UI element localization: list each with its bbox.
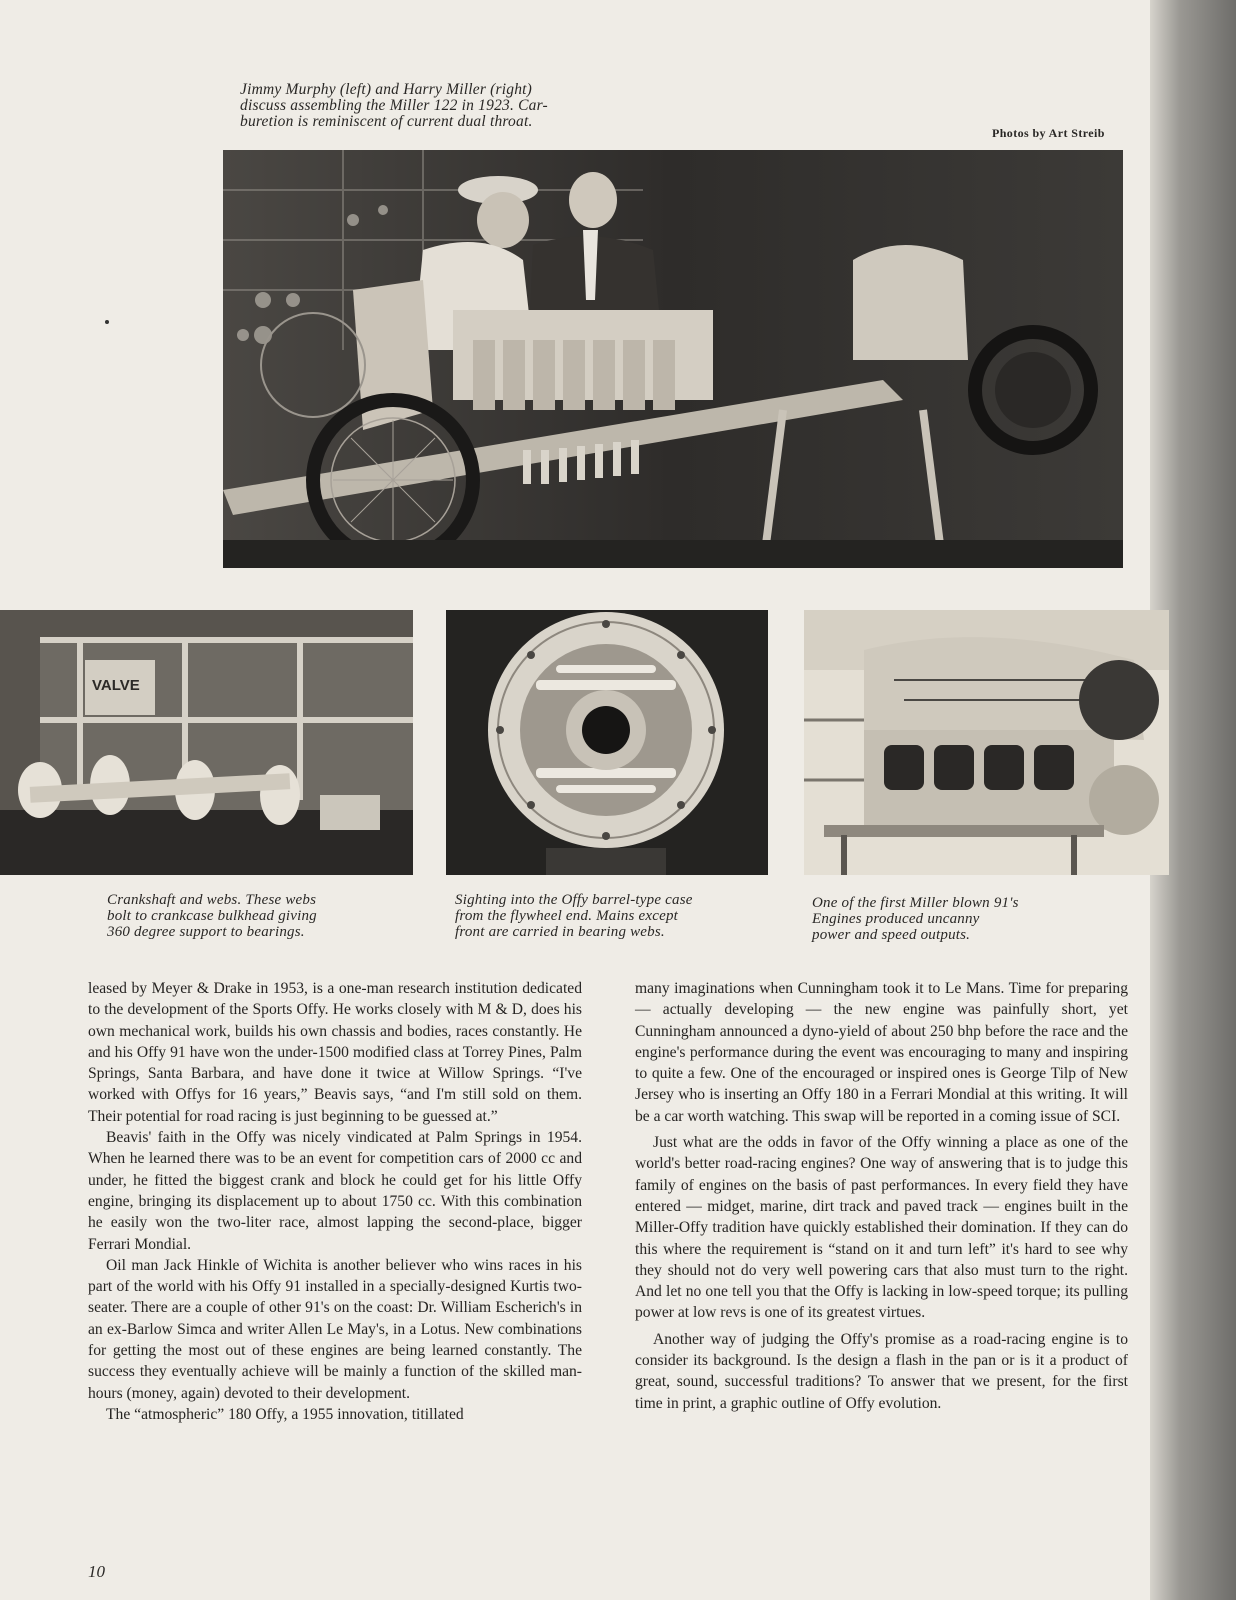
article-paragraph: leased by Meyer & Drake in 1953, is a one-man research institution dedicated to the development of the Sports Offy. He works closely with M & D, does his own mechanical work, builds his own chassis and bodies, races constantly. He and his Offy 91 have won the under-1500 modified class at Torrey Pines, Palm Springs, Santa Barbara, and have done it twice at Willow Springs. “I've worked with Offys for 16 years,” Beavis says, “and I'm still sold on them. Their potential for road racing is just beginning to be guessed at.” — [88, 980, 582, 1125]
article-paragraph: many imaginations when Cunningham took it to Le Mans. Time for preparing — actually developing — the new engine was painfully short, yet Cunningham announced a dyno-yield of about 250 bhp before the race and the engine's performance during the event was encouraging to many and inspiring to quite a few. One of the encouraged or inspired ones is George Tilp of New Jersey who is inserting an Offy 180 in a Ferrari Mondial at this writing. It will be a car worth watching. This swap will be reported in a coming issue of SCI. — [635, 980, 1128, 1125]
photo-miller-blown-91 — [804, 610, 1169, 875]
article-paragraph: The “atmospheric” 180 Offy, a 1955 innovation, titillated — [106, 1405, 464, 1423]
caption-top-photo: Jimmy Murphy (left) and Harry Miller (right) discuss assembling the Miller 122 in 1923. Car- buretion is reminiscent of current dual throat. — [240, 81, 548, 130]
margin-dot — [105, 320, 109, 324]
article-paragraph: Another way of judging the Offy's promise as a road-racing engine is to consider its background. Is the design a flash in the pan or is it a product of great, sound, successful traditions? To answer that we present, for the first time in print, a graphic outline of Offy evolution. — [635, 1330, 1128, 1412]
article-paragraph: Beavis' faith in the Offy was nicely vindicated at Palm Springs in 1954. When he learned there was to be an event for competition cars of 2000 cc and under, he fitted the biggest crank and block he could get for his little Offy engine, bringing its displacement up to about 1750 cc. With this combination he easily won the two-liter race, almost lapping the second-place, bigger Ferrari Mondial. — [88, 1129, 582, 1253]
caption-barrel-case: Sighting into the Offy barrel-type case from the flywheel end. Mains except front are carried in bearing webs. — [455, 892, 693, 940]
article-column-right — [635, 978, 1128, 1414]
article-column-left — [88, 978, 582, 1425]
photo-crankshaft-webs — [0, 610, 413, 875]
bin-label-text: VALVE — [92, 677, 140, 694]
article-paragraph: Oil man Jack Hinkle of Wichita is another believer who wins races in his part of the world with his Offy 91 installed in a specially-designed Kurtis two-seater. There are a couple of other 91's on the coast: Dr. William Escherich's in an ex-Barlow Simca and writer Allen Le May's, in a Lotus. New combinations for getting the most out of these engines are being learned constantly. The success they eventually achieve will be mainly a function of the skilled man-hours (money, again) devoted to their development. — [88, 1256, 582, 1402]
caption-crankshaft: Crankshaft and webs. These webs bolt to crankcase bulkhead giving 360 degree support to bearings. — [107, 892, 317, 940]
article-paragraph: Just what are the odds in favor of the Offy winning a place as one of the world's better road-racing engines? One way of answering that is to judge this family of engines on the basis of past performances. In every field they have entered — midget, marine, dirt track and paved track — engines built in the Miller-Offy tradition have quickly established their domination. If they can do this where the requirement is “stand on it and turn left” it's hard to see why they should not do very well powering cars that also must turn to the right. And let no one tell you that the Offy is lacking in low-speed torque; its pulling power at low revs is one of its greatest virtues. — [635, 1134, 1128, 1322]
photo-offy-barrel-case — [446, 610, 768, 875]
photo-credit: Photos by Art Streib — [992, 126, 1105, 140]
main-photo-miller-122 — [223, 150, 1123, 568]
page-number: 10 — [88, 1562, 105, 1581]
caption-blown-91: One of the first Miller blown 91's Engines produced uncanny power and speed outputs. — [812, 895, 1019, 943]
